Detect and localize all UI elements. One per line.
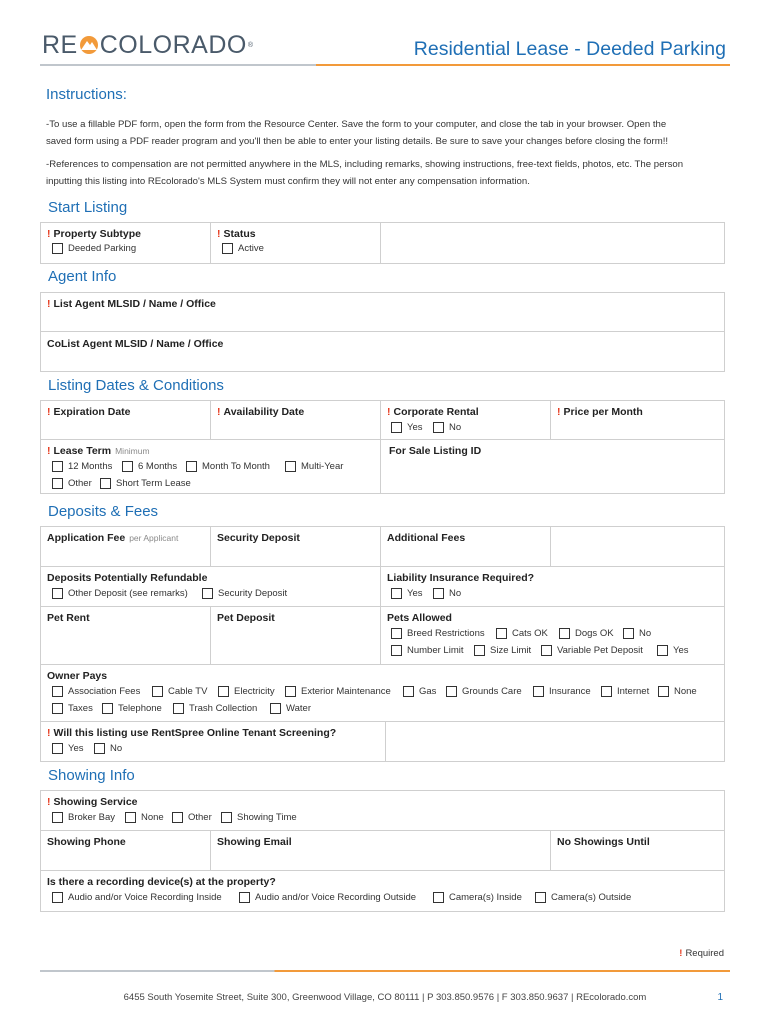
checkbox-dogs-ok[interactable]: Dogs OK — [559, 628, 614, 639]
checkbox-corporate-yes[interactable]: Yes — [391, 422, 423, 433]
document-title: Residential Lease - Deeded Parking — [413, 38, 726, 60]
list-agent-label: ! List Agent MLSID / Name / Office — [47, 298, 216, 310]
availability-date-field[interactable] — [211, 401, 381, 440]
section-title-agent-info: Agent Info — [48, 268, 117, 285]
required-icon: ! — [217, 228, 221, 240]
price-per-month-field[interactable] — [551, 401, 724, 440]
expiration-date-field[interactable] — [41, 401, 211, 440]
checkbox-association-fees[interactable]: Association Fees — [52, 686, 140, 697]
checkbox-none[interactable]: None — [658, 686, 697, 697]
required-legend: ! Required — [679, 948, 724, 959]
for-sale-listing-id-label: For Sale Listing ID — [389, 445, 482, 457]
checkbox-icon[interactable] — [122, 461, 133, 472]
pet-deposit-field[interactable] — [211, 607, 381, 665]
checkbox-12-months[interactable]: 12 Months — [52, 461, 112, 472]
checkbox-icon[interactable] — [52, 703, 63, 714]
checkbox-icon[interactable] — [239, 892, 250, 903]
instructions-paragraph-1 — [46, 116, 726, 150]
showing-info-box — [40, 790, 725, 912]
no-showings-until-label: No Showings Until — [557, 836, 650, 848]
checkbox-number-limit[interactable]: Number Limit — [391, 645, 464, 656]
instructions-line: -To use a fillable PDF form, open the form from the Resource Center. Save the form to your computer, and close the tab in your browser. Open the — [46, 119, 667, 130]
instructions-line: saved form using a PDF reader program and you'll then be able to enter your listing details. Be sure to save your changes before closing the form!! — [46, 136, 669, 147]
checkbox-internet[interactable]: Internet — [601, 686, 649, 697]
checkbox-icon[interactable] — [533, 686, 544, 697]
footer-divider — [40, 970, 730, 972]
required-icon: ! — [557, 406, 561, 418]
checkbox-icon[interactable] — [52, 892, 63, 903]
checkbox-icon[interactable] — [152, 686, 163, 697]
checkbox-icon[interactable] — [52, 588, 63, 599]
checkbox-audio-outside[interactable]: Audio and/or Voice Recording Outside — [239, 892, 416, 903]
checkbox-short-term-lease[interactable]: Short Term Lease — [100, 478, 191, 489]
instructions-line: inputting this listing into REcolorado's MLS System must confirm they will not enter any compensation information. — [46, 176, 530, 187]
refundable-label: Deposits Potentially Refundable — [47, 572, 208, 584]
pets-allowed-cell — [381, 607, 724, 665]
checkbox-icon[interactable] — [446, 686, 457, 697]
checkbox-icon[interactable] — [202, 588, 213, 599]
checkbox-icon[interactable] — [186, 461, 197, 472]
showing-phone-field[interactable] — [41, 831, 211, 871]
checkbox-6-months[interactable]: 6 Months — [122, 461, 177, 472]
page-number: 1 — [717, 992, 723, 1003]
required-icon: ! — [47, 796, 51, 808]
header-divider — [40, 64, 730, 66]
pet-rent-label: Pet Rent — [47, 612, 90, 624]
checkbox-icon[interactable] — [94, 743, 105, 754]
instructions-title: Instructions: — [46, 86, 127, 103]
expiration-date-label: ! Expiration Date — [47, 406, 131, 418]
registered-mark: ® — [247, 41, 253, 49]
checkbox-icon[interactable] — [658, 686, 669, 697]
showing-email-label: Showing Email — [217, 836, 292, 848]
checkbox-electricity[interactable]: Electricity — [218, 686, 275, 697]
checkbox-pets-yes[interactable]: Yes — [657, 645, 689, 656]
liability-cell — [381, 567, 724, 607]
deposits-fees-box — [40, 526, 725, 762]
application-fee-field[interactable] — [41, 527, 211, 567]
checkbox-broker-bay[interactable]: Broker Bay — [52, 812, 115, 823]
section-title-start-listing: Start Listing — [48, 199, 128, 216]
checkbox-icon[interactable] — [433, 588, 444, 599]
checkbox-audio-inside[interactable]: Audio and/or Voice Recording Inside — [52, 892, 222, 903]
checkbox-other-deposit[interactable]: Other Deposit (see remarks) — [52, 588, 188, 599]
required-icon: ! — [217, 406, 221, 418]
checkbox-month-to-month[interactable]: Month To Month — [186, 461, 270, 472]
checkbox-icon[interactable] — [391, 422, 402, 433]
page-header — [0, 0, 770, 70]
showing-service-label: ! Showing Service — [47, 796, 138, 808]
showing-phone-label: Showing Phone — [47, 836, 126, 848]
checkbox-icon[interactable] — [218, 686, 229, 697]
checkbox-icon[interactable] — [601, 686, 612, 697]
checkbox-liability-no[interactable]: No — [433, 588, 461, 599]
refundable-cell — [41, 567, 381, 607]
checkbox-icon[interactable] — [285, 686, 296, 697]
list-agent-field[interactable] — [41, 293, 724, 332]
additional-fees-field[interactable] — [381, 527, 551, 567]
status-label: ! Status — [217, 228, 256, 240]
pet-deposit-label: Pet Deposit — [217, 612, 275, 624]
checkbox-icon[interactable] — [433, 892, 444, 903]
mountain-sun-icon — [79, 32, 99, 58]
security-deposit-field[interactable] — [211, 527, 381, 567]
required-icon: ! — [47, 727, 51, 739]
required-icon: ! — [679, 948, 683, 959]
showing-email-field[interactable] — [211, 831, 551, 871]
checkbox-taxes[interactable]: Taxes — [52, 703, 93, 714]
checkbox-rentspree-no[interactable]: No — [94, 743, 122, 754]
required-icon: ! — [387, 406, 391, 418]
checkbox-deeded-parking[interactable]: Deeded Parking — [52, 243, 136, 254]
checkbox-icon[interactable] — [52, 461, 63, 472]
checkbox-icon[interactable] — [102, 703, 113, 714]
checkbox-corporate-no[interactable]: No — [433, 422, 461, 433]
checkbox-camera-inside[interactable]: Camera(s) Inside — [433, 892, 522, 903]
additional-fees-label: Additional Fees — [387, 532, 466, 544]
checkbox-rentspree-yes[interactable]: Yes — [52, 743, 84, 754]
property-subtype-label: ! Property Subtype — [47, 228, 142, 240]
recolorado-logo — [42, 30, 253, 60]
checkbox-icon[interactable] — [222, 243, 233, 254]
logo-text-re: RE — [42, 31, 78, 59]
checkbox-icon[interactable] — [657, 645, 668, 656]
checkbox-liability-yes[interactable]: Yes — [391, 588, 423, 599]
property-subtype-cell — [41, 223, 211, 264]
price-per-month-label: ! Price per Month — [557, 406, 643, 418]
corporate-rental-label: ! Corporate Rental — [387, 406, 479, 418]
checkbox-pets-no[interactable]: No — [623, 628, 651, 639]
owner-pays-cell — [41, 665, 724, 722]
checkbox-multi-year[interactable]: Multi-Year — [285, 461, 343, 472]
section-title-listing-dates: Listing Dates & Conditions — [48, 377, 224, 394]
footer-address: 6455 South Yosemite Street, Suite 300, Greenwood Village, CO 80111 | P 303.850.9576 | F 303.850.9637 | REcolorado.com — [123, 992, 647, 1003]
checkbox-icon[interactable] — [52, 478, 63, 489]
colist-agent-label: CoList Agent MLSID / Name / Office — [47, 338, 224, 350]
checkbox-icon[interactable] — [391, 645, 402, 656]
checkbox-icon[interactable] — [52, 686, 63, 697]
security-deposit-label: Security Deposit — [217, 532, 300, 544]
pets-allowed-label: Pets Allowed — [387, 612, 452, 624]
logo-text-colorado: COLORADO — [99, 31, 247, 59]
pet-rent-field[interactable] — [41, 607, 211, 665]
lease-term-label: ! Lease Term Minimum — [47, 445, 150, 457]
checkbox-gas[interactable]: Gas — [403, 686, 436, 697]
checkbox-other[interactable]: Other — [52, 478, 92, 489]
checkbox-icon[interactable] — [172, 812, 183, 823]
required-icon: ! — [47, 298, 51, 310]
checkbox-icon[interactable] — [496, 628, 507, 639]
checkbox-icon[interactable] — [285, 461, 296, 472]
required-icon: ! — [47, 228, 51, 240]
checkbox-icon[interactable] — [52, 743, 63, 754]
checkbox-icon[interactable] — [173, 703, 184, 714]
checkbox-size-limit[interactable]: Size Limit — [474, 645, 531, 656]
checkbox-icon[interactable] — [100, 478, 111, 489]
checkbox-icon[interactable] — [270, 703, 281, 714]
checkbox-exterior-maintenance[interactable]: Exterior Maintenance — [285, 686, 391, 697]
start-listing-box — [40, 222, 725, 264]
instructions-line: -References to compensation are not permitted anywhere in the MLS, including remarks, showing instructions, free-text fields, photos, etc. The person — [46, 159, 684, 170]
required-icon: ! — [47, 445, 51, 457]
section-title-deposits-fees: Deposits & Fees — [48, 503, 159, 520]
listing-dates-box — [40, 400, 725, 494]
checkbox-icon[interactable] — [391, 628, 402, 639]
checkbox-showing-none[interactable]: None — [125, 812, 164, 823]
owner-pays-label: Owner Pays — [47, 670, 108, 682]
corporate-rental-cell — [381, 401, 551, 440]
checkbox-water[interactable]: Water — [270, 703, 311, 714]
rentspree-cell — [41, 722, 386, 761]
status-cell — [211, 223, 381, 264]
checkbox-icon[interactable] — [541, 645, 552, 656]
checkbox-camera-outside[interactable]: Camera(s) Outside — [535, 892, 631, 903]
checkbox-icon[interactable] — [559, 628, 570, 639]
required-icon: ! — [47, 406, 51, 418]
liability-label: Liability Insurance Required? — [387, 572, 535, 584]
checkbox-trash-collection[interactable]: Trash Collection — [173, 703, 257, 714]
showing-service-cell — [41, 791, 724, 831]
application-fee-label: Application Fee per Applicant — [47, 532, 179, 544]
rentspree-label: ! Will this listing use RentSpree Online Tenant Screening? — [47, 727, 337, 739]
instructions-paragraph-2 — [46, 156, 726, 190]
checkbox-active[interactable]: Active — [222, 243, 264, 254]
no-showings-until-field[interactable] — [551, 831, 724, 871]
checkbox-icon[interactable] — [474, 645, 485, 656]
checkbox-security-deposit[interactable]: Security Deposit — [202, 588, 287, 599]
checkbox-icon[interactable] — [52, 812, 63, 823]
checkbox-icon[interactable] — [623, 628, 634, 639]
checkbox-telephone[interactable]: Telephone — [102, 703, 162, 714]
checkbox-cable-tv[interactable]: Cable TV — [152, 686, 207, 697]
checkbox-icon[interactable] — [535, 892, 546, 903]
agent-info-box — [40, 292, 725, 372]
additional-fees-extra-field[interactable] — [551, 527, 724, 567]
checkbox-icon[interactable] — [221, 812, 232, 823]
recording-device-label: Is there a recording device(s) at the property? — [47, 876, 276, 888]
checkbox-cats-ok[interactable]: Cats OK — [496, 628, 548, 639]
checkbox-grounds-care[interactable]: Grounds Care — [446, 686, 522, 697]
checkbox-icon[interactable] — [403, 686, 414, 697]
checkbox-icon[interactable] — [125, 812, 136, 823]
checkbox-variable-pet-deposit[interactable]: Variable Pet Deposit — [541, 645, 643, 656]
checkbox-icon[interactable] — [433, 422, 444, 433]
section-title-showing-info: Showing Info — [48, 767, 135, 784]
checkbox-showing-time[interactable]: Showing Time — [221, 812, 297, 823]
checkbox-insurance[interactable]: Insurance — [533, 686, 591, 697]
checkbox-icon[interactable] — [391, 588, 402, 599]
availability-date-label: ! Availability Date — [217, 406, 305, 418]
checkbox-showing-other[interactable]: Other — [172, 812, 212, 823]
checkbox-icon[interactable] — [52, 243, 63, 254]
lease-term-cell — [41, 440, 381, 493]
checkbox-breed-restrictions[interactable]: Breed Restrictions — [391, 628, 485, 639]
